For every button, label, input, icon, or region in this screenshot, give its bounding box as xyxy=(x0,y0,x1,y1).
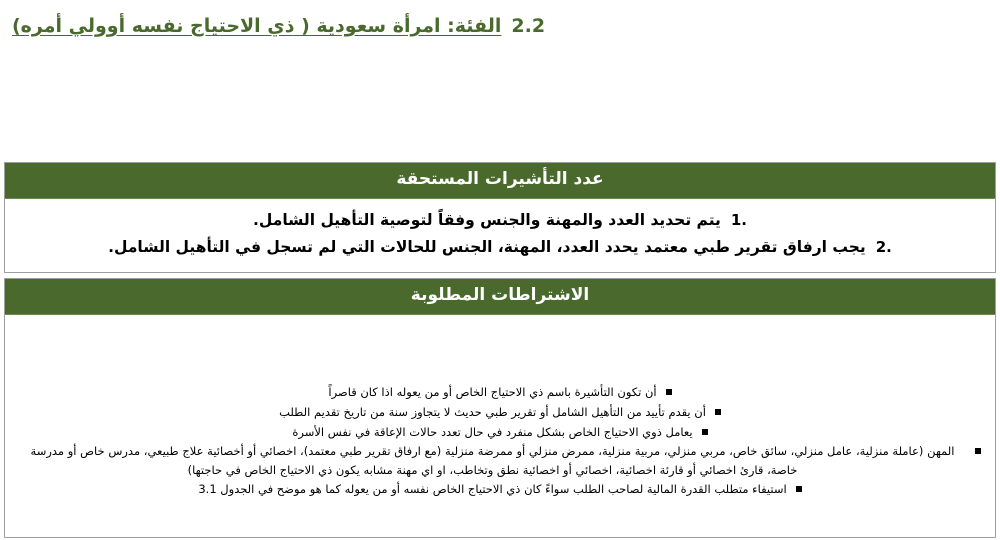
conditions-list xyxy=(5,315,995,508)
list-item-marker: 2. xyxy=(875,238,892,257)
conditions-table-header: الاشتراطات المطلوبة xyxy=(5,279,995,315)
section-heading xyxy=(0,10,1000,42)
section-number: 2.2 xyxy=(511,15,546,37)
list-item xyxy=(19,480,981,499)
list-item-marker: 1. xyxy=(730,211,747,230)
section-heading-inner xyxy=(12,15,545,37)
visas-table-body xyxy=(5,199,995,271)
list-item xyxy=(31,207,969,234)
bullet-square-icon xyxy=(702,429,708,435)
visas-table-header: عدد التأشيرات المستحقة xyxy=(5,163,995,199)
list-item-text: استيفاء متطلب القدرة المالية لصاحب الطلب سواءً كان ذي الاحتياج الخاص نفسه أو من يعوله كما هو موضح في الجدول 3.1 xyxy=(198,482,787,497)
list-item-text: يتم تحديد العدد والمهنة والجنس وفقاً لتوصية التأهيل الشامل. xyxy=(253,211,721,230)
list-item xyxy=(19,423,981,442)
conditions-table-body xyxy=(5,315,995,508)
visas-list xyxy=(5,199,995,271)
bullet-square-icon xyxy=(715,409,721,415)
list-item-text: يجب ارفاق تقرير طبي معتمد يحدد العدد، المهنة، الجنس للحالات التي لم تسجل في التأهيل الشامل. xyxy=(108,238,866,257)
conditions-table xyxy=(4,278,996,538)
bullet-square-icon xyxy=(975,448,981,454)
page-title: الفئة: امرأة سعودية ( ذي الاحتياج نفسه أوولي أمره) xyxy=(12,15,502,37)
bullet-square-icon xyxy=(666,389,672,395)
bullet-square-icon xyxy=(796,486,802,492)
list-item xyxy=(31,234,969,261)
list-item xyxy=(19,403,981,422)
list-item xyxy=(19,383,981,402)
list-item-text: أن يقدم تأييد من التأهيل الشامل أو تقرير طبي حديث لا يتجاوز سنة من تاريخ تقديم الطلب xyxy=(279,404,706,419)
visas-table xyxy=(4,162,996,273)
list-item-text: المهن (عاملة منزلية، عامل منزلي، سائق خاص، مربي منزلي، مربية منزلية، ممرض منزلي أو ممرضة منزلية (مع ارفاق تقرير طبي معتمد)، اخصائي أو أخصائية علاج طبيعي، مدرس خاص أو مدرسة خاصة، قارئ اخصائي أو قارئة اخصائية، اخصائي أو اخصائية نطق وتخاطب، او اي مهنة مشابه يكون ذي الاحتياج الخاص في حاجتها) xyxy=(30,444,955,477)
list-item-text: أن تكون التأشيرة باسم ذي الاحتياج الخاص أو من يعوله اذا كان قاصراً xyxy=(328,385,657,400)
list-item-text: يعامل ذوي الاحتياج الخاص بشكل منفرد في حال تعدد حالات الإعاقة في نفس الأسرة xyxy=(292,424,693,439)
list-item xyxy=(19,442,981,479)
